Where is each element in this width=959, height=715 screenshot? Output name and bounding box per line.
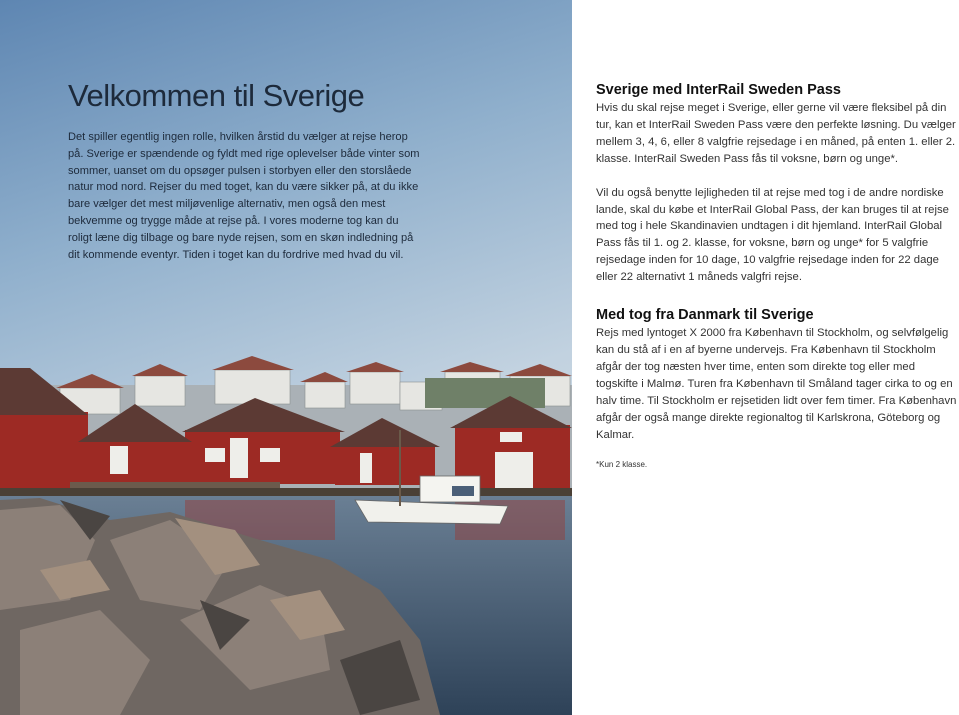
page-title: Velkommen til Sverige [68, 78, 365, 113]
denmark-paragraph: Rejs med lyntoget X 2000 fra København til Stockholm, og selvfølgelig kan du stå af i en af byerne undervejs. Fra København til Stockholm afgår der tog næsten hver time, enten som direkte tog eller med togskifte i Malmø. Turen fra København til Småland tager cirka to og en halv time. Til Stockholm er rejsetiden lidt over fem timer. Fra København afgår der også mange direkte regionaltog til Karlskrona, Göteborg og Kalmar. [596, 327, 957, 441]
global-pass-paragraph: Vil du også benytte lejligheden til at rejse med tog i de andre nordiske lande, skal du købe et InterRail Global Pass, der kan bruges til at rejse med tog i hele Skandinavien undtagen i dit hjemland. InterRail Global Pass fås til 1. og 2. klasse, for voksne, børn og unge* for 5 valgfrie rejsedage inden for 10 dage, 10 valgfrie rejsedage inden for 22 dage eller 22 alternativt 1 måneds valgfri rejse. [596, 186, 949, 284]
section-heading-denmark: Med tog fra Danmark til Sverige [596, 307, 814, 324]
info-column [596, 80, 958, 471]
intro-paragraph: Det spiller egentlig ingen rolle, hvilken årstid du vælger at rejse herop på. Sverige er spændende og fyldt med rige oplevelser både vinter som sommer, uanset om du opsøger pulsen i storbyen eller den storslåede natur mod nord. Rejser du med toget, kan du være sikker på, at du ikke bare vælger det mest miljøvenlige alternativ, men også den mest bekvemme og trygge måde at rejse på. I vores moderne tog kan du roligt læne dig tilbage og bare nyde rejsen, som en skøn indledning på dit kommende eventyr. Tiden i toget kan du fordrive med hvad du vil. [68, 131, 420, 261]
footnote: *Kun 2 klasse. [596, 460, 648, 470]
section-heading-sweden-pass: Sverige med InterRail Sweden Pass [596, 82, 841, 98]
sweden-pass-paragraph: Hvis du skal rejse meget i Sverige, eller gerne vil være fleksibel på din tur, kan et InterRail Sweden Pass være den perfekte løsning. Du vælger mellem 3, 4, 6, eller 8 valgfrie rejsedage i en måned, på enten 1. eller 2. klasse. InterRail Sweden Pass fås til voksne, børn og unge*. [596, 102, 956, 165]
